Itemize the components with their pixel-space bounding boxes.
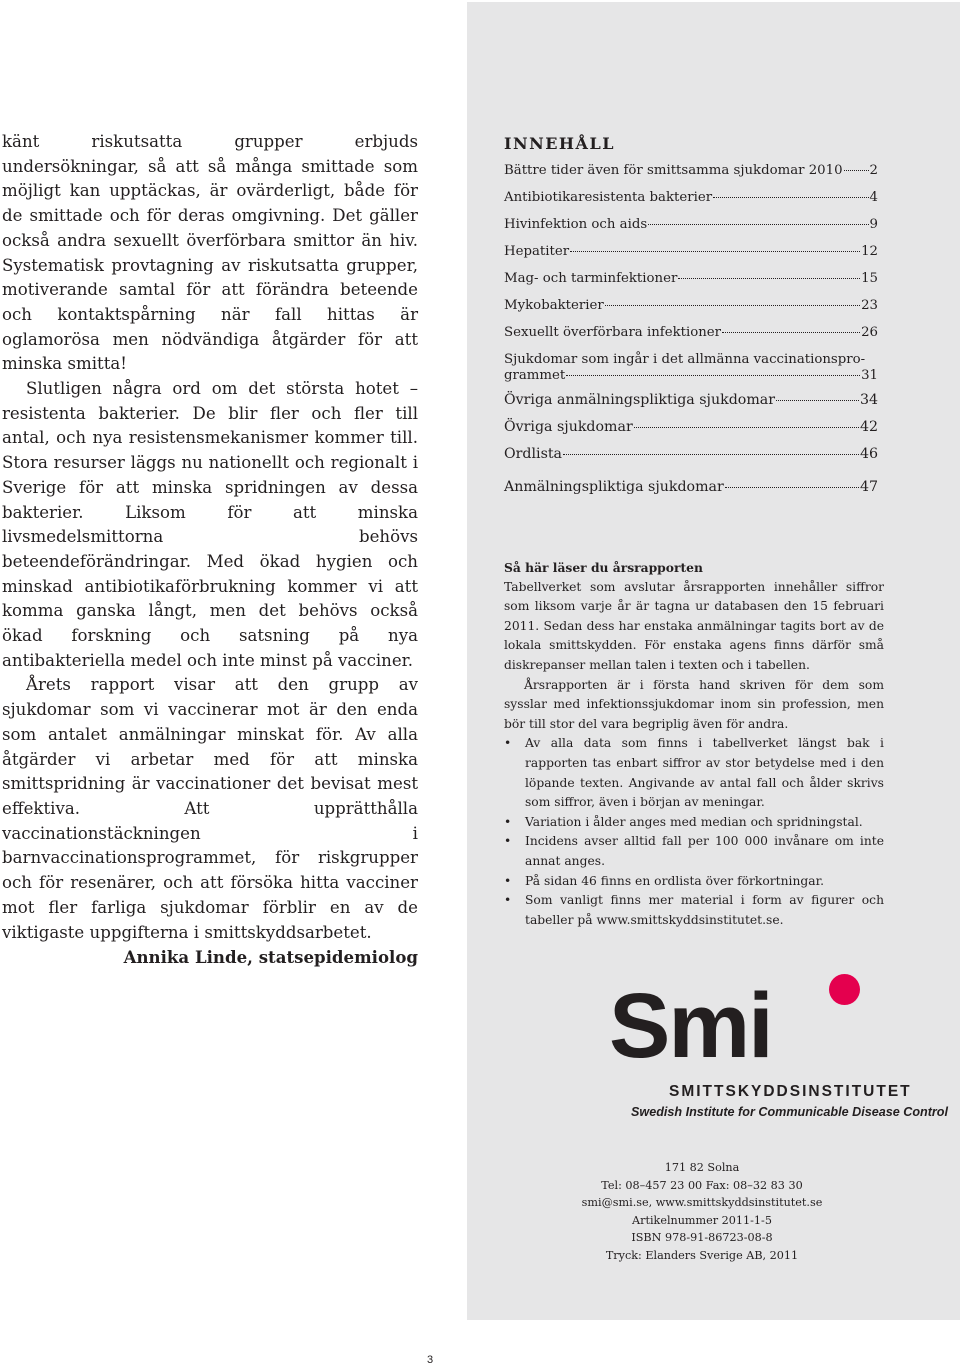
- list-item: • Som vanligt finns mer material i form av figurer och tabeller på www.smittskyddsinstitutet.se.: [504, 891, 884, 930]
- logo-subtitle: Swedish Institute for Communicable Disease Control: [631, 1105, 948, 1119]
- toc-item[interactable]: Sexuellt överförbara infektioner 26: [504, 325, 878, 340]
- list-item: • Variation i ålder anges med median och spridningstal.: [504, 813, 884, 833]
- page-number: 3: [426, 1354, 434, 1366]
- toc-item[interactable]: Bättre tider även för smittsamma sjukdomar 2010 2: [504, 163, 878, 178]
- reading-guide-list: [504, 734, 884, 930]
- logo-wordmark: Smi: [609, 975, 772, 1077]
- smi-logo: [549, 974, 948, 1124]
- sidebar-panel: [467, 2, 960, 1320]
- toc-item[interactable]: Hivinfektion och aids 9: [504, 217, 878, 232]
- toc-item[interactable]: Mag- och tarminfektioner 15: [504, 271, 878, 286]
- foreword-paragraph-1: känt riskutsatta grupper erbjuds undersökningar, så att så många smittade som möjligt kan upptäckas, är ovärderligt, både för de smittade och för deras omgivning. Det gäller också andra sexuellt överförbara smittor än hiv. Systematisk provtagning av riskutsatta grupper, motiverande samtal för att förändra beteende och kontaktspårning när fall hittas är oglamorösa men nödvändiga åtgärder för att minska smitta!: [2, 132, 418, 374]
- contact-info: [467, 1159, 937, 1265]
- foreword-column: [2, 130, 418, 970]
- toc-item[interactable]: Antibiotikaresistenta bakterier 4: [504, 190, 878, 205]
- contact-web[interactable]: smi@smi.se, www.smittskyddsinstitutet.se: [581, 1196, 823, 1210]
- reading-guide-paragraph: Tabellverket som avslutar årsrapporten innehåller siffror som liksom varje år är tagna ur databasen den 15 februari 2011. Sedan dess har enstaka anmälningar tagits bort av de lokala smittskydden. För enstaka agens finns därför små diskrepanser mellan talen i texten och i tabellen.: [504, 579, 884, 672]
- toc-item[interactable]: Sjukdomar som ingår i det allmänna vaccinationspro- grammet 31: [504, 352, 878, 383]
- list-item: • På sidan 46 finns en ordlista över förkortningar.: [504, 872, 884, 892]
- logo-institute-name: SMITTSKYDDSINSTITUTET: [669, 1083, 912, 1100]
- contact-article-number: Artikelnummer 2011-1-5: [632, 1213, 772, 1227]
- contact-isbn: ISBN 978-91-86723-08-8: [631, 1231, 773, 1245]
- signature: Annika Linde, statsepidemiolog: [123, 947, 418, 968]
- reading-guide: [504, 558, 884, 930]
- toc-item[interactable]: Övriga anmälningspliktiga sjukdomar 34: [504, 392, 878, 408]
- foreword-paragraph-3: Årets rapport visar att den grupp av sjukdomar som vi vaccinerar mot är den enda som antalet anmälningar minskat för. Av alla åtgärder vi arbetar med för att minska smittspridning är vaccinationer det bevisat mest effektiva. Att upprätthålla vaccinationstäckningen i barnvaccinationsprogrammet, för riskgrupper och för resenärer, och att försöka hitta vacciner mot fler farliga sjukdomar förblir en av de viktigaste uppgifterna i smittskyddsarbetet.: [2, 675, 418, 942]
- foreword-paragraph-2: Slutligen några ord om det största hotet – resistenta bakterier. De blir fler och fler till antal, och nya resistensmekanismer kommer till. Stora resurser läggs nu nationellt och regionalt i Sverige för att minska spridningen av dessa bakterier. Liksom för att minska livsmedelsmittorna behövs beteendeförändringar. Med ökad hygien och minskad antibiotikaförbrukning kommer vi att komma ganska långt, men det behövs också ökad forskning och satsning på nya antibakteriella medel och inte minst på vacciner.: [2, 379, 418, 670]
- logo-dot-icon: [829, 974, 860, 1005]
- table-of-contents: [504, 163, 878, 506]
- contact-address: 171 82 Solna: [664, 1161, 740, 1174]
- toc-item[interactable]: Ordlista 46: [504, 446, 878, 462]
- toc-item[interactable]: Anmälningspliktiga sjukdomar 47: [504, 479, 878, 495]
- reading-guide-paragraph: Årsrapporten är i första hand skriven för dem som sysslar med infektionssjukdomar inom sin profession, men bör till stor del vara begriplig även för andra.: [504, 677, 884, 731]
- toc-item[interactable]: Hepatiter 12: [504, 244, 878, 259]
- list-item: • Incidens avser alltid fall per 100 000 invånare om inte annat anges.: [504, 832, 884, 871]
- list-item: • Av alla data som finns i tabellverket längst bak i rapporten tas enbart siffror av stor betydelse med i den löpande texten. Angivande av antal fall och ålder skrivs som siffror, även i början av meningar.: [504, 734, 884, 812]
- contact-phone: Tel: 08–457 23 00 Fax: 08–32 83 30: [601, 1178, 803, 1192]
- contact-printer: Tryck: Elanders Sverige AB, 2011: [605, 1248, 799, 1262]
- toc-item[interactable]: Övriga sjukdomar 42: [504, 419, 878, 435]
- toc-item[interactable]: Mykobakterier 23: [504, 298, 878, 313]
- toc-title: INNEHÅLL: [504, 134, 615, 153]
- reading-guide-heading: Så här läser du årsrapporten: [504, 560, 703, 575]
